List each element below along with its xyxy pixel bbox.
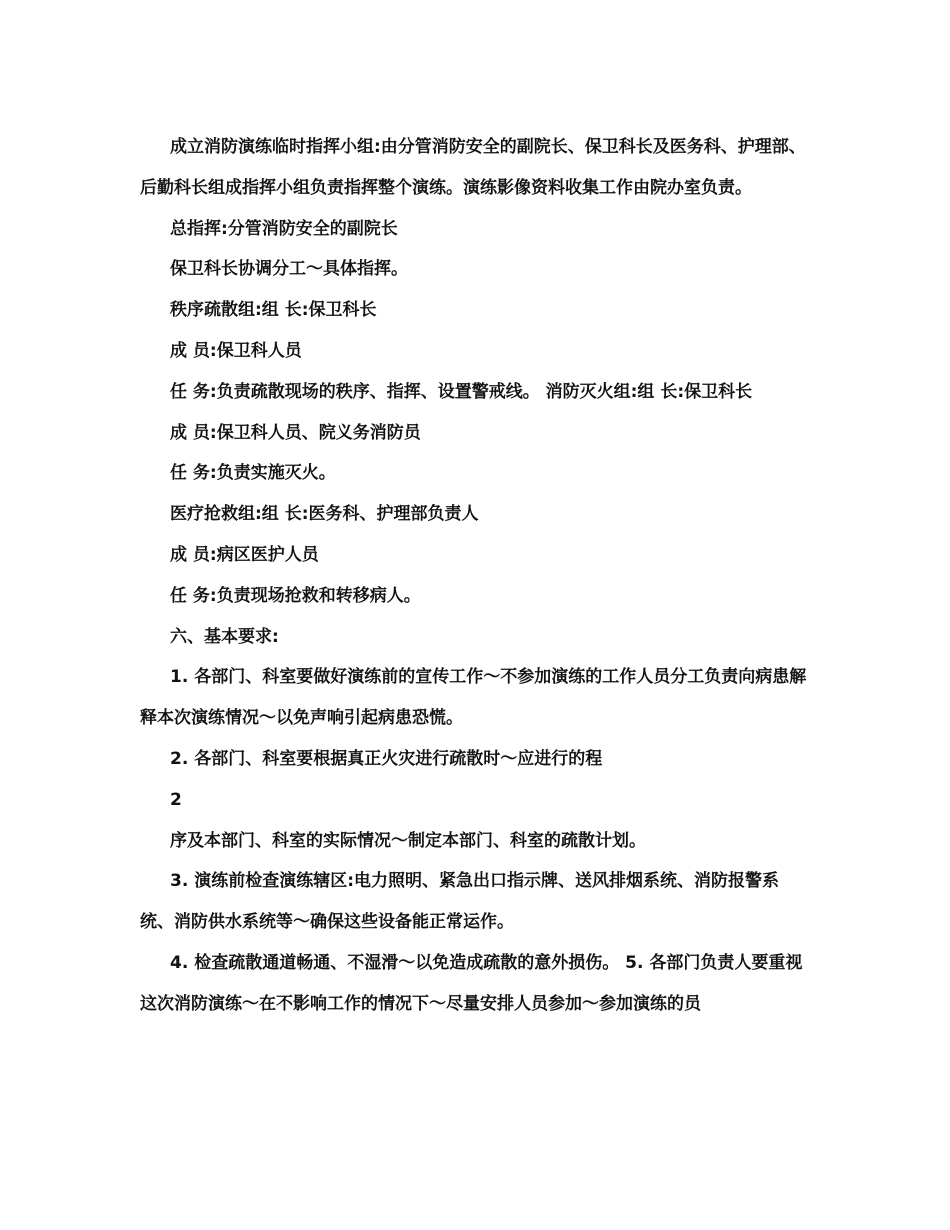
paragraph-medical-members: 成 员:病区医护人员	[170, 544, 319, 565]
requirement-item-4-5: 4. 检查疏散通道畅通、不湿滑～以免造成疏散的意外损伤。 5. 各部门负责人要重视这次消防演练～在不影响工作的情况下～尽量安排人员参加～参加演练的员	[140, 952, 803, 1014]
paragraph-firefighting-members: 成 员:保卫科人员、院义务消防员	[170, 422, 421, 443]
requirement-item-3: 3. 演练前检查演练辖区:电力照明、紧急出口指示牌、送风排烟系统、消防报警系统、消防供水系统等～确保这些设备能正常运作。	[140, 871, 780, 933]
requirement-item-1: 1. 各部门、科室要做好演练前的宣传工作～不参加演练的工作人员分工负责向病患解释本次演练情况～以免声响引起病患恐慌。	[140, 667, 807, 729]
requirement-item-2-continued: 序及本部门、科室的实际情况～制定本部门、科室的疏散计划。	[170, 830, 646, 851]
document-body	[140, 127, 812, 1025]
paragraph-evacuation-task: 任 务:负责疏散现场的秩序、指挥、设置警戒线。 消防灭火组:组 长:保卫科长	[170, 381, 753, 402]
paragraph-medical-task: 任 务:负责现场抢救和转移病人。	[170, 585, 421, 606]
paragraph-security-coordination: 保卫科长协调分工～具体指挥。	[170, 259, 408, 280]
paragraph-evacuation-leader: 秩序疏散组:组 长:保卫科长	[170, 300, 377, 321]
page-number: 2	[170, 789, 182, 810]
paragraph-command-group: 成立消防演练临时指挥小组:由分管消防安全的副院长、保卫科长及医务科、护理部、后勤科长组成指挥小组负责指挥整个演练。演练影像资料收集工作由院办室负责。	[140, 137, 806, 198]
paragraph-medical-leader: 医疗抢救组:组 长:医务科、护理部负责人	[170, 504, 479, 525]
paragraph-commander: 总指挥:分管消防安全的副院长	[170, 218, 398, 239]
paragraph-firefighting-task: 任 务:负责实施灭火。	[170, 463, 336, 484]
section-heading-requirements: 六、基本要求:	[170, 626, 279, 647]
paragraph-evacuation-members: 成 员:保卫科人员	[170, 340, 302, 361]
requirement-item-2: 2. 各部门、科室要根据真正火灾进行疏散时～应进行的程	[170, 748, 603, 769]
